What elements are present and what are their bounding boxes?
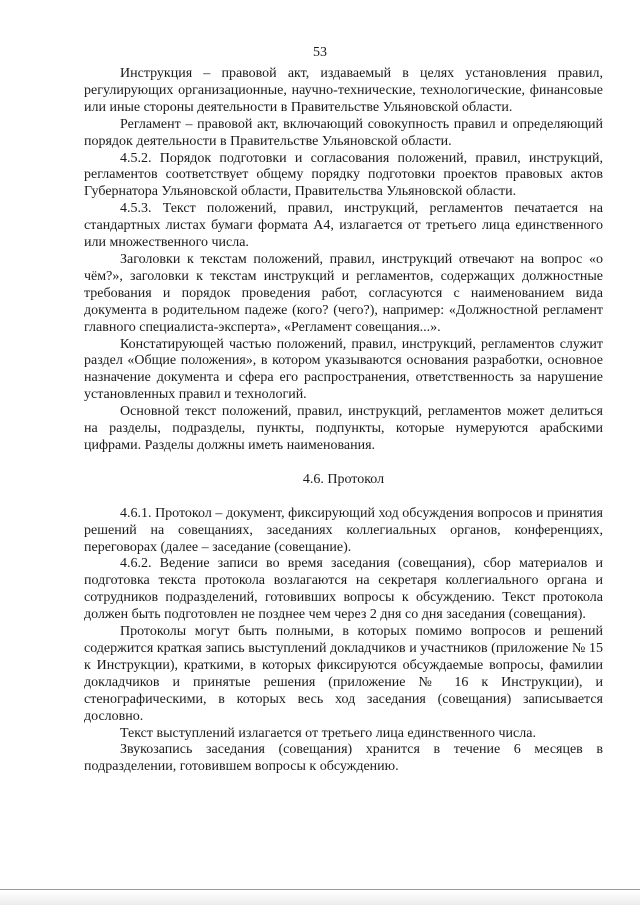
section-heading-protocol: 4.6. Протокол xyxy=(302,471,385,487)
paragraph-regulation-definition: Регламент – правовой акт, включающий совокупность правил и определяющий порядок деятельности в Правительстве Ульяновской области. xyxy=(84,116,603,149)
paragraph-headings-rules: Заголовки к текстам положений, правил, инструкций отвечают на вопрос «о чём?», заголовки к текстам инструкций и регламентов, содержащих должностные требования и порядок проведения работ, согласуются с наименованием вида документа в родительном падеже (кого? (чего?), например: «Должностной регламент главного специалиста-эксперта», «Регламент совещания...». xyxy=(84,251,603,335)
scan-artifact-line xyxy=(0,889,640,890)
paragraph-main-text-structure: Основной текст положений, правил, инструкций, регламентов может делиться на разделы, подразделы, пункты, подпункты, которые нумеруются арабскими цифрами. Разделы должны иметь наименования. xyxy=(84,404,603,453)
paragraph-instruction-definition: Инструкция – правовой акт, издаваемый в целях установления правил, регулирующих организационные, научно-технические, технологические, финансовые или иные стороны деятельности в Правительстве Ульяновской области. xyxy=(84,66,603,115)
paragraph-general-provisions: Констатирующей частью положений, правил, инструкций, регламентов служит раздел «Общие положения», в котором указываются основания разработки, основное назначение документа и сфера его распространения, ответственность за нарушение установленных правил и технологий. xyxy=(84,336,603,403)
paragraph-audio-recording: Звукозапись заседания (совещания) хранится в течение 6 месяцев в подразделении, готовившем вопросы к обсуждению. xyxy=(84,742,603,775)
paragraph-4-5-3: 4.5.3. Текст положений, правил, инструкций, регламентов печатается на стандартных листах бумаги формата А4, излагается от третьего лица единственного или множественного числа. xyxy=(84,201,603,251)
page-number: 53 xyxy=(313,45,327,60)
scan-edge-shadow xyxy=(0,891,640,905)
paragraph-4-6-2: 4.6.2. Ведение записи во время заседания (совещания), сбор материалов и подготовка текста протокола возлагаются на секретаря коллегиального органа и сотрудников подразделений, готовивших вопросы к обсуждению. Текст протокола должен быть подготовлен не позднее чем через 2 дня со дня заседания (совещания). xyxy=(84,556,603,623)
paragraph-protocol-types: Протоколы могут быть полными, в которых помимо вопросов и решений содержится краткая запись выступлений докладчиков и участников (приложение № 15 к Инструкции), краткими, в которых фиксируются обсуждаемые вопросы, фамилии докладчиков и принятые решения (приложение № 16 к Инструкции), и стенографическими, в которых весь ход заседания (совещания) записывается дословно. xyxy=(84,624,603,724)
paragraph-4-6-1: 4.6.1. Протокол – документ, фиксирующий ход обсуждения вопросов и принятия решений на совещаниях, заседаниях коллегиальных органов, конференциях, переговорах (далее – заседание (совещание). xyxy=(84,505,603,555)
paragraph-4-5-2: 4.5.2. Порядок подготовки и согласования положений, правил, инструкций, регламентов соответствует общему порядку подготовки проектов правовых актов Губернатора Ульяновской области, Правительства Ульяновской области. xyxy=(84,150,603,200)
document-body xyxy=(84,66,603,776)
paragraph-speech-text: Текст выступлений излагается от третьего лица единственного числа. xyxy=(120,725,536,741)
